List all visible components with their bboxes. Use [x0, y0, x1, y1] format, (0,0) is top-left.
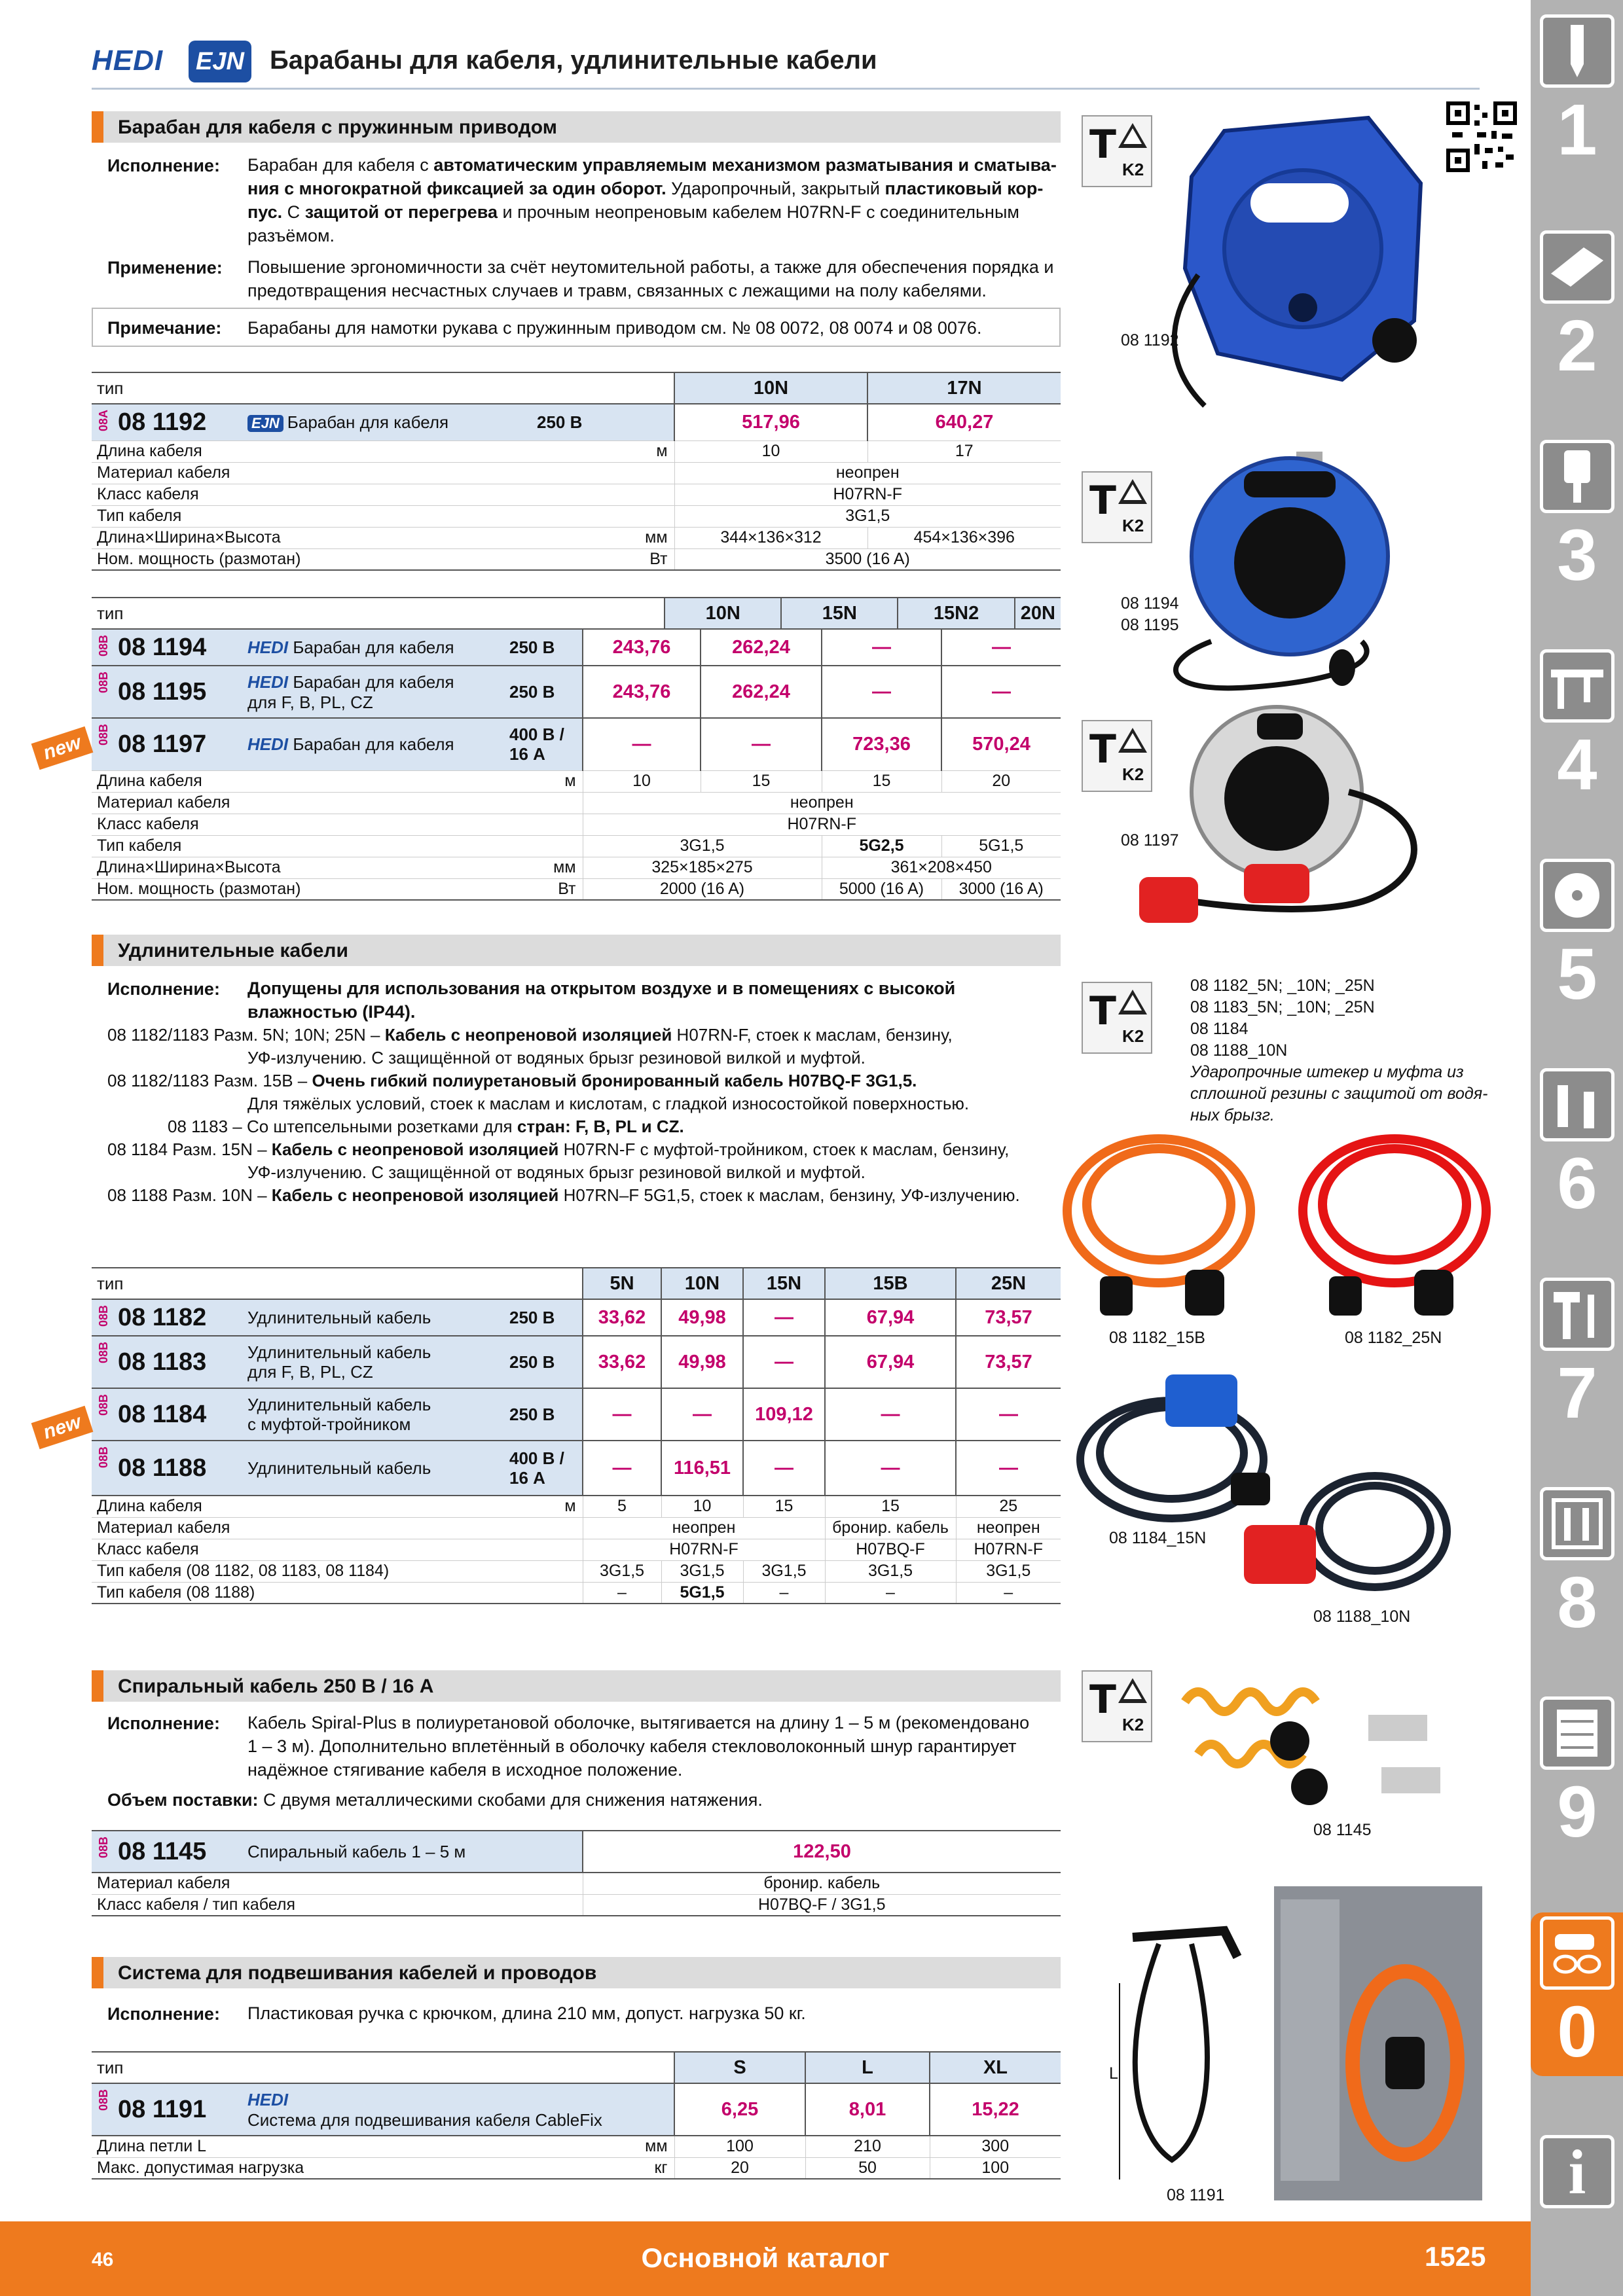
tool-board-icon	[1540, 1487, 1614, 1560]
s1-exec-text: Барабан для кабеля с автоматическим управляемым механизмом разматывания и сматыва- ния с многократной фиксацией за один оборот. Ударопрочный, закрытый пластиковый кор- пус. С защитой от перегрева и прочным неопреновым кабелем H07RN-F с соединительным разъёмом.	[247, 155, 1057, 245]
ejn-logo: EJN	[189, 41, 251, 82]
hedi-logo: HEDI	[247, 2089, 289, 2109]
wrench-icon	[1540, 1068, 1614, 1141]
page-number-left: 46	[92, 2249, 114, 2270]
section-extension-cables-heading: Удлинительные кабели	[92, 935, 1061, 966]
header-divider	[92, 88, 1480, 90]
chapter-tab-6[interactable]: 6	[1540, 1068, 1614, 1227]
hammer-pliers-icon	[1540, 1278, 1614, 1351]
ejn-logo: EJN	[247, 415, 283, 432]
s2-details: 08 1182/1183 Разм. 5N; 10N; 25N – Кабель с неопреновой изоляцией H07RN-F, стоек к маслам, бензину, УФ-излучению. С защищённой от водяных брызг резиновой вилкой и муфтой. 08 1182/1183 Разм. 15B – Очень гибкий полиуретановый бронированный кабель H07BQ-F 3G1,5. Для тяжёлых условий, стоек к маслам и кислотам, с гладкой износостойкой поверхностью. 08 1183 – Со штепсельными розетками для стран: F, B, PL и CZ. 08 1184 Разм. 15N – Кабель с неопреновой изоляцией H07RN-F с муфтой-тройником, стоек к маслам, бензину, УФ-излучению. С защищённой от водяных брызг резиновой вилкой и муфтой. 08 1188 Разм. 10N – Кабель с неопреновой изоляцией H07RN–F 5G1,5, стоек к маслам, бензину, УФ-излучению.	[107, 1025, 1020, 1205]
table-row: 08B 08 1188 Удлинительный кабель 400 В / 16 A — 116,51 — — —	[92, 1441, 1061, 1496]
info-icon: i	[1540, 2135, 1614, 2208]
caption: 08 1182_25N	[1345, 1329, 1442, 1347]
k2-hammer-icon: T K2	[1082, 115, 1152, 187]
extension-cable-081182-25n-image	[1290, 1126, 1499, 1322]
s4-exec-text: Пластиковая ручка с крючком, длина 210 мм, допуст. нагрузка 50 кг.	[247, 2003, 806, 2023]
s3-supply: Объем поставки: С двумя металлическими скобами для снижения натяжения.	[107, 1790, 763, 1810]
hedi-logo: HEDI	[247, 637, 289, 657]
qr-code-icon	[1446, 101, 1518, 173]
table-row: 08B 08 1184 Удлинительный кабель с муфтой-тройником 250 В — — 109,12 — —	[92, 1388, 1061, 1441]
chapter-tab-4[interactable]: 4	[1540, 649, 1614, 808]
s3-exec-text: Кабель Spiral-Plus в полиуретановой оболочке, вытягивается на длину 1 – 5 м (рекомендовано 1 – 3 м). Дополнительно вплетённый в оболочку кабеля стекловолоконный шнур гарантирует надёжное стягивание кабеля в исходное положение.	[247, 1713, 1030, 1780]
chapter-tab-5[interactable]: 5	[1540, 859, 1614, 1017]
cable-reel-081194-image	[1146, 445, 1434, 694]
page-number-right: 1525	[1425, 2241, 1486, 2272]
table-row: 08B 08 1191 HEDI Система для подвешивания кабеля CableFix 6,25 8,01 15,22	[92, 2083, 1061, 2136]
s1-app-text: Повышение эргономичности за счёт неутомительной работы, а также для обеспечения порядка и предотвращения несчастных случаев и травм, связанных с лежащими на полу кабелями.	[247, 257, 1054, 300]
caption: 08 1145	[1313, 1821, 1372, 1839]
chapter-tab-0[interactable]: 0	[1540, 1916, 1614, 2075]
caption: 08 1184_15N	[1109, 1529, 1207, 1547]
table-081182: тип 5N 10N 15N 15B 25N 08B 08 1182 Удлинительный кабель 250 В 33,62 49,98 — 67,94 73,57 08B 08 1183 Удлинительный кабель для F, B, PL, CZ 250 В 33,62 49,98 — 67,94 73,57 08B 08 1184 Удлинительный кабель с муфтой-тройником 250 В — — 109,12 — — 08B 08 1188 Удлинительный кабель 400 В / 16 A — 116,51 — — — Длина кабеля м 5 10 15 15 25 Материал кабеля неопрен бронир. кабель неопрен Класс кабеля H07RN-F H07BQ-F H07RN-F Тип кабеля (08 1182, 08 1183, 08 1184) 3G1,5 3G1,5 3G1,5 3G1,5 3G1,5 Тип кабеля (08 1188) – 5G1,5 – – –	[92, 1267, 1061, 1604]
caption: 08 1191	[1167, 2186, 1225, 2204]
loop-length-label: L	[1109, 2064, 1118, 2083]
tool-cabinet-icon	[1540, 1696, 1614, 1770]
cable-reel-081197-image	[1126, 700, 1434, 949]
page-title: Барабаны для кабеля, удлинительные кабели	[270, 46, 877, 75]
table-081191: тип S L XL 08B 08 1191 HEDI Система для подвешивания кабеля CableFix 6,25 8,01 15,22 Длина петли L мм 100 210 300 Макс. допустимая нагрузка кг 20 50 100	[92, 2051, 1061, 2179]
chapter-tab-2[interactable]: 2	[1540, 230, 1614, 389]
spiral-cable-081145-image	[1172, 1676, 1473, 1820]
k2-hammer-icon: T K2	[1082, 720, 1152, 792]
table-row: 08B 08 1195 HEDI Барабан для кабеля для F, B, PL, CZ 250 В 243,76 262,24 — —	[92, 666, 1061, 718]
table-row: 08B 08 1183 Удлинительный кабель для F, B, PL, CZ 250 В 33,62 49,98 — 67,94 73,57	[92, 1336, 1061, 1388]
caliper-icon	[1540, 649, 1614, 723]
drill-icon	[1540, 14, 1614, 88]
k2-hammer-icon: T K2	[1082, 1670, 1152, 1742]
k2-hammer-icon: T K2	[1082, 471, 1152, 543]
chapter-tab-3[interactable]: 3	[1540, 440, 1614, 598]
footer-title: Основной каталог	[641, 2242, 890, 2273]
cablefix-081191-image	[1106, 1918, 1257, 2193]
exec-label: Исполнение:	[107, 156, 220, 175]
exec-label: Исполнение:	[107, 979, 220, 999]
section-cable-reel-heading: Барабан для кабеля с пружинным приводом	[92, 111, 1061, 143]
table-081145: 08B 08 1145 Спиральный кабель 1 – 5 м 122,50 Материал кабеля бронир. кабель Класс кабеля / тип кабеля H07BQ-F / 3G1,5	[92, 1830, 1061, 1916]
section-spiral-cable-heading: Спиральный кабель 250 В / 16 A	[92, 1670, 1061, 1702]
saw-blade-icon	[1540, 859, 1614, 932]
cablefix-in-use-image	[1274, 1886, 1482, 2200]
k2-hammer-icon: T K2	[1082, 982, 1152, 1054]
hedi-logo: HEDI	[92, 45, 164, 77]
chapter-tab-7[interactable]: 7	[1540, 1278, 1614, 1436]
table-row: 08B 08 1197 HEDI Барабан для кабеля 400 В / 16 A — — 723,36 570,24	[92, 718, 1061, 770]
table-row: 08B 08 1194 HEDI Барабан для кабеля 250 В 243,76 262,24 — —	[92, 629, 1061, 666]
exec-label: Исполнение:	[107, 1713, 220, 1733]
table-row: 08B 08 1182 Удлинительный кабель 250 В 33,62 49,98 — 67,94 73,57	[92, 1299, 1061, 1336]
section-hanging-system-heading: Система для подвешивания кабелей и проводов	[92, 1957, 1061, 1988]
new-badge: new	[31, 726, 94, 770]
table-081194-body: 08B 08 1194 HEDI Барабан для кабеля 250 В 243,76 262,24 — — 08B 08 1195 HEDI Барабан для кабеля для F, B, PL, CZ 250 В 243,76 262,24 — — 08B 08 1197 HEDI Барабан для кабеля 400 В / 16 A — — 723,36 570,24 Длина кабеля м 10 15 15 20 Материал кабеля неопрен Класс кабеля H07RN-F Тип кабеля 3G1,5 5G2,5 5G1,5 Длина×Ширина×Высота мм 325×185×275 361×208×450 Ном. мощность (размотан) Вт 2000 (16 A) 5000 (16 A) 3000 (16 A)	[92, 628, 1061, 901]
power-tool-goggles-icon	[1540, 1916, 1614, 1990]
chapter-tab-1[interactable]: 1	[1540, 14, 1614, 173]
page-footer	[0, 2221, 1531, 2296]
table-row: 08A 08 1192 EJN Барабан для кабеля 250 В 517,96 640,27	[92, 404, 1061, 440]
chapter-tab-info[interactable]	[1540, 2135, 1614, 2208]
table-081192: тип 10N 17N 08A 08 1192 EJN Барабан для кабеля 250 В 517,96 640,27 Длина кабеля м 10 17 Материал кабеля неопрен Класс кабеля H07RN-F Тип кабеля 3G1,5 Длина×Ширина×Высота мм 344×136×312 454×136×396 Ном. мощность (размотан) Вт 3500 (16 A)	[92, 372, 1061, 571]
caption: 08 1182_15B	[1109, 1329, 1205, 1347]
page-header	[92, 37, 1480, 88]
table-081194: тип 10N 15N 15N2 20N	[92, 597, 1061, 629]
chapter-tab-8[interactable]: 8	[1540, 1487, 1614, 1645]
table-row: 08B 08 1145 Спиральный кабель 1 – 5 м 122,50	[92, 1831, 1061, 1873]
caption: 08 1197	[1121, 831, 1179, 850]
caption: 08 1194 08 1195	[1121, 594, 1179, 634]
extension-cable-081188-10n-image	[1244, 1466, 1453, 1610]
caption: 08 1188_10N	[1313, 1607, 1411, 1626]
caption: 08 1192	[1121, 331, 1179, 350]
chuck-icon	[1540, 440, 1614, 513]
cable-reel-081192-image	[1178, 105, 1427, 406]
chapter-tab-9[interactable]: 9	[1540, 1696, 1614, 1855]
cutting-insert-icon	[1540, 230, 1614, 304]
exec-label: Исполнение:	[107, 2004, 220, 2024]
extension-cable-081182-15b-image	[1054, 1126, 1264, 1322]
app-label: Применение:	[107, 258, 223, 278]
new-badge: new	[31, 1406, 94, 1450]
s2-exec-text: Допущены для использования на открытом воздухе и в помещениях с высокой влажностью (IP44).	[247, 978, 956, 1022]
caption: 08 1182_5N; _10N; _25N 08 1183_5N; _10N; _25N 08 1184 08 1188_10N Ударопрочные штекер и муфта из сплошной резины с защитой от водя- ных брызг.	[1190, 977, 1488, 1124]
s1-note-box: Примечание: Барабаны для намотки рукава с пружинным приводом см. № 08 0072, 08 0074 и 08 0076.	[92, 308, 1061, 347]
